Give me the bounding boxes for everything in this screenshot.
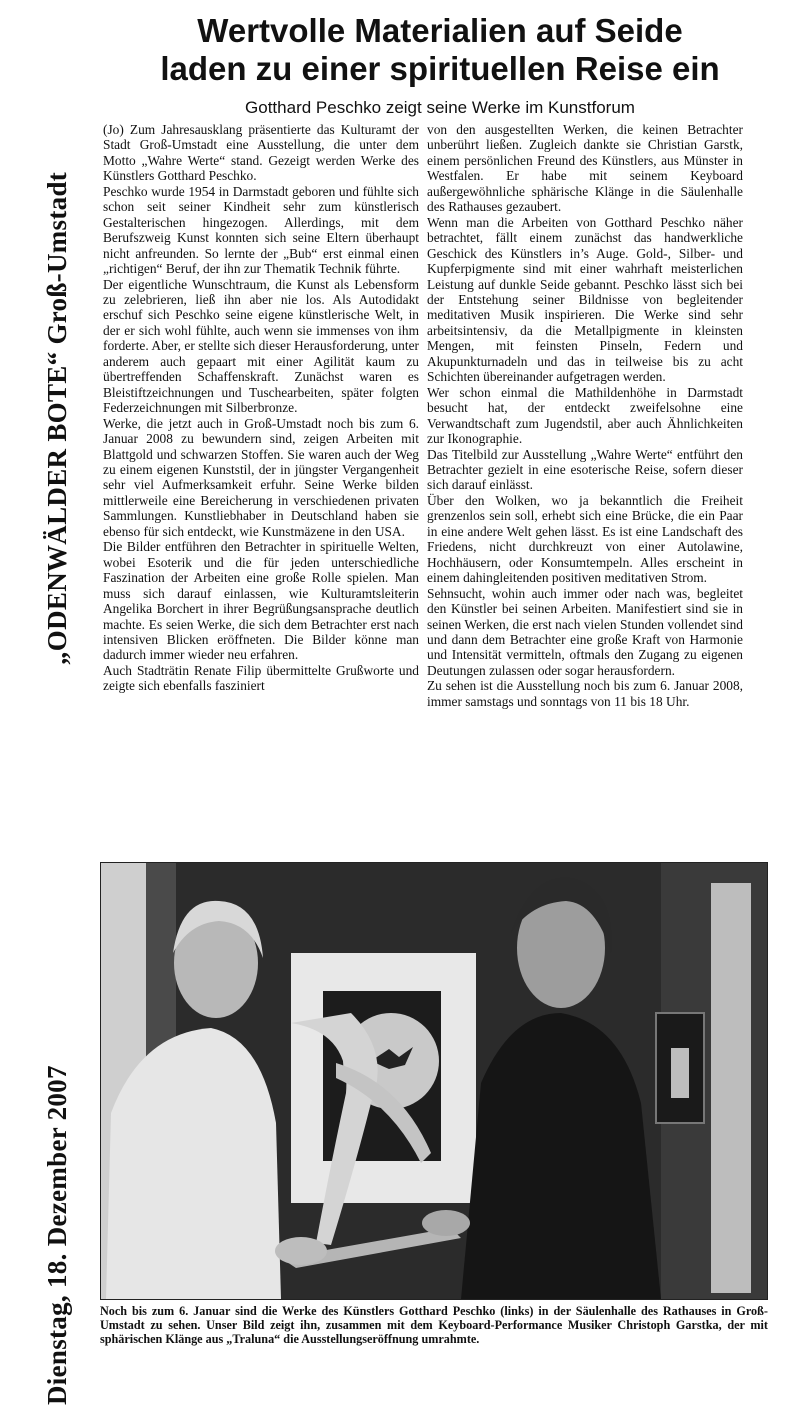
article-headline [100, 12, 780, 88]
paragraph: Sehnsucht, wohin auch immer oder nach was, begleitet den Künstler bei seinen Arbeiten. Manifestiert sind sie in seinen Werken, die erst nach vielen Stunden vollendet sind und dann dem Betrachter eine große Kraft von Harmonie und Intensität vermitteln, oftmals den Zugang zu eigenen Deutungen zulassen oder sogar herausfordern. [427, 585, 743, 678]
headline-line-2: laden zu einer spirituellen Reise ein [160, 50, 720, 87]
paragraph: Der eigentliche Wunschtraum, die Kunst als Lebensform zu zelebrieren, ließ ihn aber nie los. Als Autodidakt erschuf sich Peschko seine eigene künstlerische Welt, in der er sich wohl fühlte, auch wenn sie immenses von ihm forderte. Aber, er stellte sich dieser Herausforderung, unter anderem auch gepaart mit einer Agilität kaum zu übertreffenden Schaffenskraft. Zunächst waren es Bleistiftzeichnungen und Tuschearbeiten, später folgten Federzeichnungen mit Silberbronze. [103, 276, 419, 416]
paragraph: Wenn man die Arbeiten von Gotthard Peschko näher betrachtet, fällt einem zunächst das handwerkliche Geschick des Künstlers in’s Auge. Gold-, Silber- und Kupferpigmente sind mit einer wahrhaft meisterlichen Leistung auf dunkle Seide gebannt. Peschko lässt sich bei der Entstehung seiner Bildnisse von begleitender meditativen Musik inspirieren. Die Werke sind sehr arbeitsintensiv, da die Metallpigmente in kleinsten Mengen, mit feinsten Pinseln, Federn und Akupunkturnadeln und das in teilweise bis zu acht Schichten übereinander aufgetragen werden. [427, 214, 743, 385]
publication-date: Dienstag, 18. Dezember 2007 [42, 1065, 72, 1405]
newspaper-name: „ODENWÄLDER BOTE“ Groß-Umstadt [42, 171, 72, 665]
paragraph: Auch Stadträtin Renate Filip übermittelte Grußworte und zeigte sich ebenfalls fasziniert [103, 662, 419, 694]
paragraph: von den ausgestellten Werken, die keinen Betrachter unberührt ließen. Zugleich dankte sie Christian Garstk, einem persönlichen Freund des Künstlers, aus Münster in Westfalen. Er habe mit seinem Keyboard außergewöhnliche sphärische Klänge in die Säulenhalle des Rathauses gezaubert. [427, 122, 743, 215]
photo-caption: Noch bis zum 6. Januar sind die Werke des Künstlers Gotthard Peschko (links) in der Säulenhalle des Rathauses in Groß-Umstadt zu sehen. Unser Bild zeigt ihn, zusammen mit dem Keyboard-Performance Musiker Christoph Garstka, der mit sphärischen Klänge aus „Traluna“ die Ausstellungseröffnung umrahmte. [100, 1304, 768, 1346]
paragraph: (Jo) Zum Jahresausklang präsentierte das Kulturamt der Stadt Groß-Umstadt eine Ausstellung, die unter dem Motto „Wahre Werte“ stand. Gezeigt werden Werke des Künstlers Gotthard Peschko. [103, 122, 419, 184]
newspaper-sidebar [22, 95, 72, 1405]
photo-illustration [101, 863, 767, 1299]
paragraph: Das Titelbild zur Ausstellung „Wahre Werte“ entführt den Betrachter gezielt in eine esoterische Reise, sofern dieser sich darauf einlässt. [427, 446, 743, 493]
article-column-right [427, 122, 743, 709]
framed-artwork [291, 953, 476, 1203]
headline-line-1: Wertvolle Materialien auf Seide [197, 12, 683, 49]
paragraph: Über den Wolken, wo ja bekanntlich die Freiheit grenzenlos sein soll, erhebt sich eine Brücke, die ein Paar in eine andere Welt gehen lässt. Es ist eine Landschaft des Friedens, nicht durchkreuzt von einer Autolawine, Hochhäusern, oder Konsumtempeln. Alles erscheint in einem dahingleitenden positiven meditativen Strom. [427, 492, 743, 586]
paragraph: Zu sehen ist die Ausstellung noch bis zum 6. Januar 2008, immer samstags und sonntags von 11 bis 18 Uhr. [427, 678, 743, 709]
paragraph: Peschko wurde 1954 in Darmstadt geboren und fühlte sich schon seit seiner Kindheit sehr zum künstlerisch Gestalterischen hingezogen. Allerdings, mit dem Berufszweig Kunst konnten sich seine Eltern überhaupt nicht anfreunden. So lernte der „Bub“ erst einmal einen „richtigen“ Beruf, der ihn zur Thematik Technik führte. [103, 183, 419, 277]
paragraph: Wer schon einmal die Mathildenhöhe in Darmstadt besucht hat, der entdeckt zweifelsohne eine Verwandtschaft zum Jugendstil, aber auch Ähnlichkeiten zur Ikonographie. [427, 384, 743, 447]
lantern [656, 1013, 704, 1123]
article-photo [100, 862, 768, 1300]
paragraph: Die Bilder entführen den Betrachter in spirituelle Welten, wobei Esoterik und die für jeden unterschiedliche Faszination der Arbeiten eine große Rolle spielen. Man muss sich darauf einlassen, wie Kulturamtsleiterin Angelika Borchert in ihrer Begrüßungsansprache deutlich machte. Es seien Werke, die sich dem Betrachter erst nach intensiven Blicken eröffneten. Die Bilder könne man dadurch immer wieder neu erfahren. [103, 539, 419, 663]
article-column-left [103, 122, 419, 694]
article-subheadline: Gotthard Peschko zeigt seine Werke im Kunstforum [245, 98, 635, 117]
paragraph: Werke, die jetzt auch in Groß-Umstadt noch bis zum 6. Januar 2008 zu bewundern sind, zeigen Arbeiten mit Blattgold und schwarzen Stoffen. Sie waren auch der Weg zu einem eigenen Kunststil, der in jüngster Vergangenheit sehr viel Aufmerksamkeit erfuhr. Seine Werke bilden mittlerweile eine Bereicherung in verschiedenen privaten Sammlungen. Kunstliebhaber in Deutschland haben sie ebenso für sich entdeckt, wie Kunstmäzene in den USA. [103, 415, 419, 539]
